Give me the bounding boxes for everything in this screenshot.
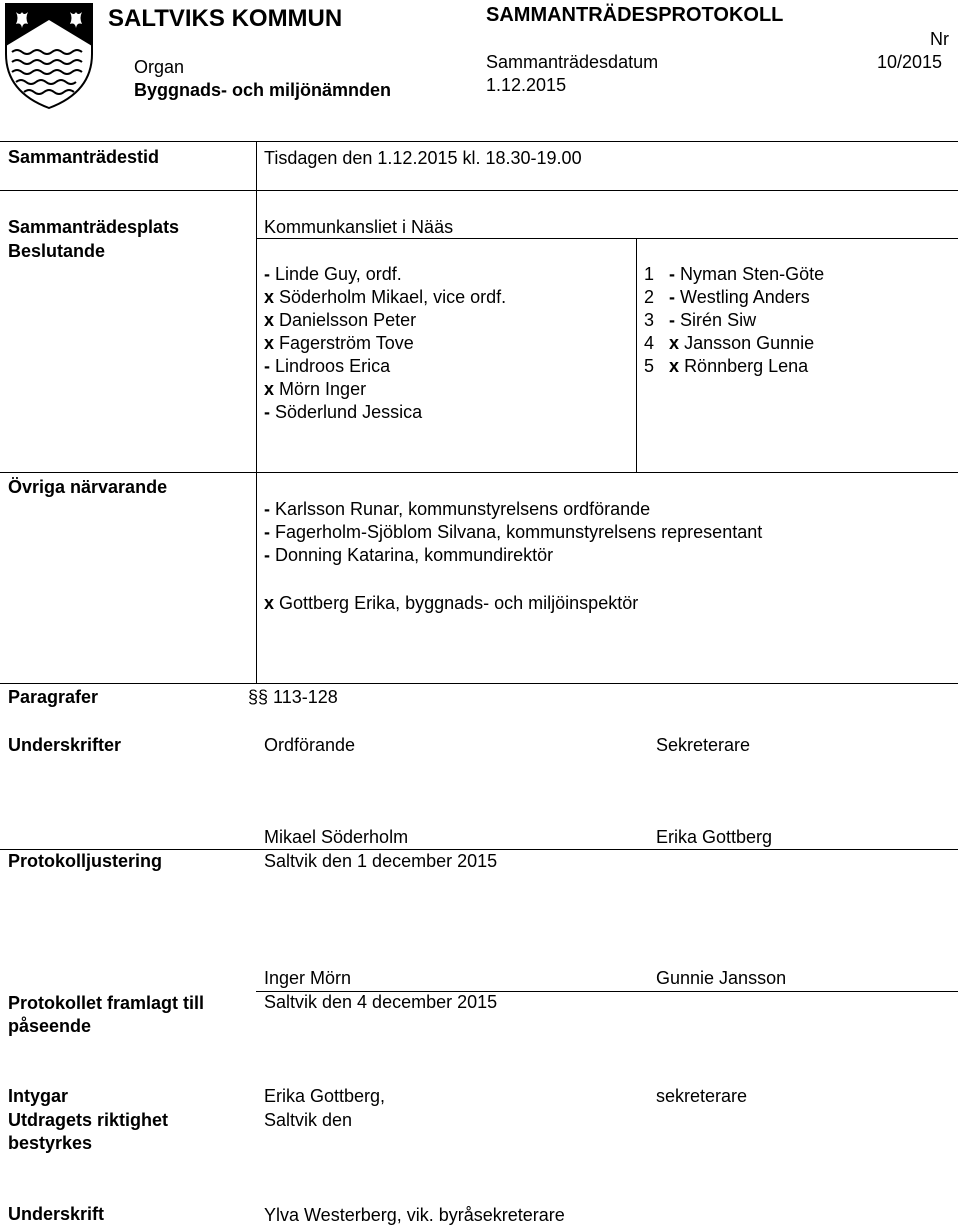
organ-label: Organ xyxy=(134,57,185,77)
signature-value: Ylva Westerberg, vik. byråsekreterare xyxy=(264,1205,565,1225)
chair-name: Mikael Söderholm xyxy=(264,827,409,847)
deciding-label: Beslutande xyxy=(8,241,106,261)
substitutes-list xyxy=(644,263,824,378)
divider xyxy=(636,238,637,472)
list-item: x Söderholm Mikael, vice ordf. xyxy=(264,287,507,307)
divider xyxy=(256,141,257,472)
list-item: - Donning Katarina, kommundirektör xyxy=(264,545,554,565)
section-symbol-icon: § xyxy=(248,687,259,707)
display-value: Saltvik den 4 december 2015 xyxy=(264,992,498,1012)
nr-value: 10/2015 xyxy=(877,52,943,72)
others-present-label: Övriga närvarande xyxy=(8,477,168,497)
paragraphs-label: Paragrafer xyxy=(8,687,99,707)
coat-of-arms-logo xyxy=(4,2,94,110)
meeting-date-value: 1.12.2015 xyxy=(486,75,567,95)
list-item: x Mörn Inger xyxy=(264,379,367,399)
others-present-list xyxy=(264,498,762,567)
signatures-label: Underskrifter xyxy=(8,735,122,755)
certificate-role: sekreterare xyxy=(656,1086,748,1106)
list-item: x Fagerström Tove xyxy=(264,333,414,353)
divider xyxy=(0,190,958,191)
paragraphs-value: §§ 113-128 xyxy=(248,687,338,707)
certificate-label: Intygar xyxy=(8,1086,69,1106)
list-item: 1 - Nyman Sten-Göte xyxy=(644,264,825,284)
signature-label: Underskrift xyxy=(8,1204,105,1224)
meeting-place-value: Kommunkansliet i Nääs xyxy=(264,217,454,237)
adjuster-name-2: Gunnie Jansson xyxy=(656,968,787,988)
meeting-time-value: Tisdagen den 1.12.2015 kl. 18.30-19.00 xyxy=(264,148,582,168)
display-label: Protokollet framlagt till påseende xyxy=(8,993,205,1036)
list-item: - Karlsson Runar, kommunstyrelsens ordförande xyxy=(264,499,651,519)
municipality-name: SALTVIKS KOMMUN xyxy=(108,5,343,32)
adjustment-value: Saltvik den 1 december 2015 xyxy=(264,851,498,871)
list-item: - Fagerholm-Sjöblom Silvana, kommunstyrelsens representant xyxy=(264,522,763,542)
list-item: - Linde Guy, ordf. xyxy=(264,264,402,284)
list-item: 4 x Jansson Gunnie xyxy=(644,333,815,353)
divider xyxy=(256,472,257,683)
secretary-label: Sekreterare xyxy=(656,735,751,755)
members-list xyxy=(264,263,506,424)
certificate-value: Erika Gottberg, xyxy=(264,1086,386,1106)
list-item: 2 - Westling Anders xyxy=(644,287,810,307)
list-item: 3 - Sirén Siw xyxy=(644,310,757,330)
list-item: - Lindroos Erica xyxy=(264,356,391,376)
list-item: 5 x Rönnberg Lena xyxy=(644,356,809,376)
secretary-name: Erika Gottberg xyxy=(656,827,773,847)
others-present-extra: x Gottberg Erika, byggnads- och miljöinspektör xyxy=(264,593,639,613)
list-item: x Danielsson Peter xyxy=(264,310,417,330)
meeting-place-label: Sammanträdesplats xyxy=(8,217,180,237)
divider xyxy=(0,472,958,473)
divider xyxy=(0,141,958,142)
adjuster-name-1: Inger Mörn xyxy=(264,968,352,988)
meeting-time-label: Sammanträdestid xyxy=(8,147,160,167)
extract-label: Utdragets riktighet bestyrkes xyxy=(8,1110,169,1153)
organ-value: Byggnads- och miljönämnden xyxy=(134,80,392,100)
chair-label: Ordförande xyxy=(264,735,356,755)
divider xyxy=(0,683,958,684)
adjustment-label: Protokolljustering xyxy=(8,851,163,871)
extract-value: Saltvik den xyxy=(264,1110,353,1130)
document-title: SAMMANTRÄDESPROTOKOLL xyxy=(486,4,784,26)
nr-label: Nr xyxy=(930,29,949,49)
meeting-date-label: Sammanträdesdatum xyxy=(486,52,659,72)
list-item: - Söderlund Jessica xyxy=(264,402,423,422)
